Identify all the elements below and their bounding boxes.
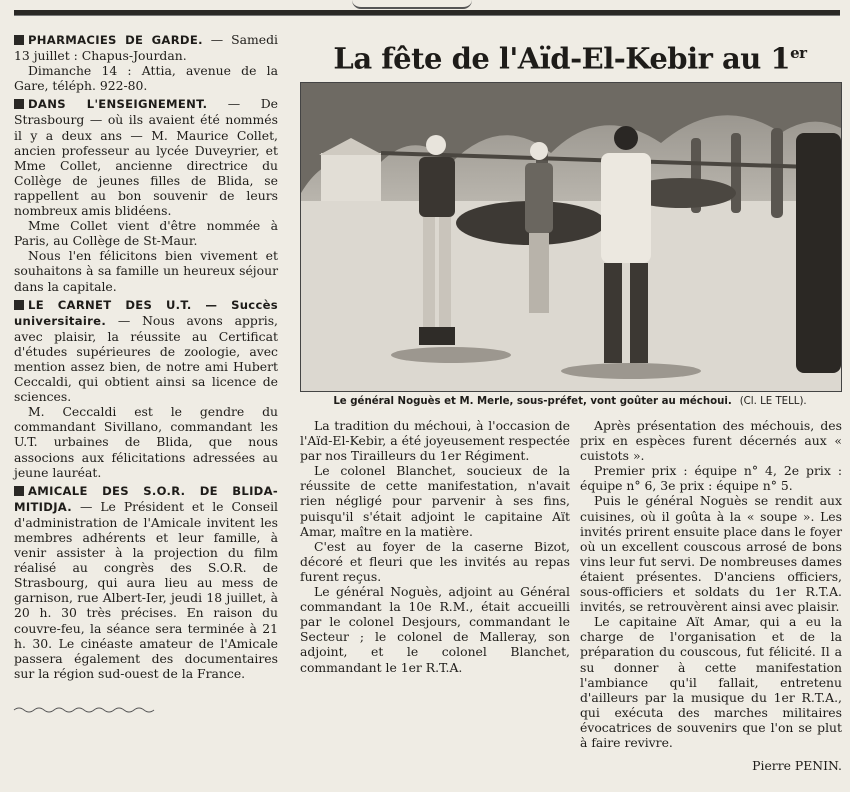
bullet-square-icon bbox=[14, 99, 24, 109]
carnet-brief bbox=[14, 297, 278, 480]
carnet-text-2: M. Ceccaldi est le gendre du commandant Sivillano, commandant les U.T. urbaines de Blida, que nous associons aux félicitations adressées au jeune lauréat. bbox=[14, 404, 278, 480]
pharmacies-text-2: Dimanche 14 : Attia, avenue de la Gare, téléph. 922-80. bbox=[14, 63, 278, 94]
pharmacies-brief bbox=[14, 32, 278, 93]
local-news-column bbox=[14, 32, 278, 702]
caption-text: Le général Noguès et M. Merle, sous-préfet, vont goûter au méchoui. bbox=[333, 396, 732, 407]
carnet-paragraph bbox=[14, 297, 278, 405]
amicale-brief bbox=[14, 483, 278, 681]
article-paragraph: Le colonel Blanchet, soucieux de la réussite de cette manifestation, n'avait rien négligé pour parvenir à ses fins, puisqu'il s'était adjoint le capitaine Aït Amar, maître en la matière. bbox=[300, 463, 570, 539]
bullet-square-icon bbox=[14, 35, 24, 45]
headline-main: La fête de l'Aïd-El-Kebir au 1 bbox=[333, 41, 791, 76]
photo-illustration bbox=[301, 83, 841, 391]
amicale-paragraph bbox=[14, 483, 278, 681]
article-paragraph: Le capitaine Aït Amar, qui a eu la charge de l'organisation et de la préparation du couscous, fut félicité. Il a su donner à cette manifestation l'ambiance qu'il fallait, entretenu d'ailleurs par la musique du 1er R.T.A., qui exécuta des marches militaires évocatrices de souvenirs que l'on se plut à faire revivre. bbox=[580, 614, 842, 750]
photo-caption bbox=[300, 396, 840, 412]
bullet-square-icon bbox=[14, 486, 24, 496]
pharmacies-heading: PHARMACIES DE GARDE. bbox=[28, 33, 203, 47]
article-paragraph: Premier prix : équipe n° 4, 2e prix : équipe n° 6, 3e prix : équipe n° 5. bbox=[580, 463, 842, 494]
wavy-divider bbox=[14, 706, 154, 714]
pharmacies-text-1: — Samedi 13 juillet : Chapus-Jourdan. bbox=[14, 32, 278, 64]
article-paragraph: Le général Noguès, adjoint au Général commandant la 10e R.M., était accueilli par le colonel Desjours, commandant le Secteur ; le colonel de Malleray, son adjoint, et le colonel Blanchet, commandant le 1er R.T.A. bbox=[300, 584, 570, 675]
top-ornament bbox=[352, 0, 472, 9]
enseignement-text-3: Nous l'en félicitons bien vivement et souhaitons à sa famille un heureux séjour dans la capitale. bbox=[14, 248, 278, 294]
pharmacies-paragraph bbox=[14, 32, 278, 63]
author-signature: Pierre PENIN. bbox=[752, 758, 842, 774]
headline-sup: er bbox=[790, 44, 807, 62]
article-paragraph: Après présentation des méchouis, des prix en espèces furent décernés aux « cuistots ». bbox=[580, 418, 842, 464]
top-rule bbox=[14, 10, 840, 16]
photo-credit: (Cl. LE TELL). bbox=[739, 396, 807, 407]
carnet-text-1: — Nous avons appris, avec plaisir, la réussite au Certificat d'études supérieures de zoologie, avec mention assez bien, de notre ami Hubert Ceccaldi, qui obtient ainsi sa licence de sciences. bbox=[14, 312, 278, 405]
carnet-heading: LE CARNET DES U.T. — Succès universitaire. bbox=[14, 297, 278, 328]
article-headline bbox=[300, 32, 840, 76]
article-paragraph: La tradition du méchoui, à l'occasion de l'Aïd-El-Kebir, a été joyeusement respectée par nos Tirailleurs du 1er Régiment. bbox=[300, 418, 570, 464]
enseignement-text-1: — De Strasbourg — où ils avaient été nommés il y a deux ans — M. Maurice Collet, ancien professeur au lycée Duveyrier, et Mme Collet, ancienne directrice du Collège de jeunes filles de Blida, se rappellent au bon souvenir de leurs nombreux amis blidéens. bbox=[14, 96, 278, 219]
bullet-square-icon bbox=[14, 300, 24, 310]
enseignement-brief bbox=[14, 96, 278, 293]
enseignement-heading: DANS L'ENSEIGNEMENT. bbox=[28, 97, 208, 112]
article-column-1 bbox=[300, 418, 570, 700]
article-paragraph: Puis le général Noguès se rendit aux cuisines, où il goûta à la « soupe ». Les invités prirent ensuite place dans le foyer où un excellent couscous arrosé de bons vins leur fut servi. De nombreuses dames étaient présentes. D'anciens officiers, sous-officiers et soldats du 1er R.T.A. invités, se retrouvèrent ainsi avec plaisir. bbox=[580, 493, 842, 615]
article-paragraph: C'est au foyer de la caserne Bizot, décoré et fleuri que les invités au repas furent reçus. bbox=[300, 538, 570, 584]
amicale-text-1: — Le Président et le Conseil d'administration de l'Amicale invitent les membres adhérents et leur famille, à venir assister à la projection du film réalisé au congrès des S.O.R. de Strasbourg, qui aura lieu au mess de garnison, rue Albert-Ier, jeudi 18 juillet, à 20 h. 30 très précises. En raison du couvre-feu, la séance sera terminée à 21 h. 30. Le cinéaste amateur de l'Amicale passera également des documentaires sur la région sud-ouest de la France. bbox=[14, 498, 278, 681]
article-photo bbox=[300, 82, 842, 392]
enseignement-text-2: Mme Collet vient d'être nommée à Paris, au Collège de St-Maur. bbox=[14, 218, 278, 249]
article-column-2 bbox=[580, 418, 842, 774]
amicale-heading: AMICALE DES S.O.R. DE BLIDA-MITIDJA. bbox=[14, 483, 278, 514]
enseignement-paragraph bbox=[14, 96, 278, 218]
